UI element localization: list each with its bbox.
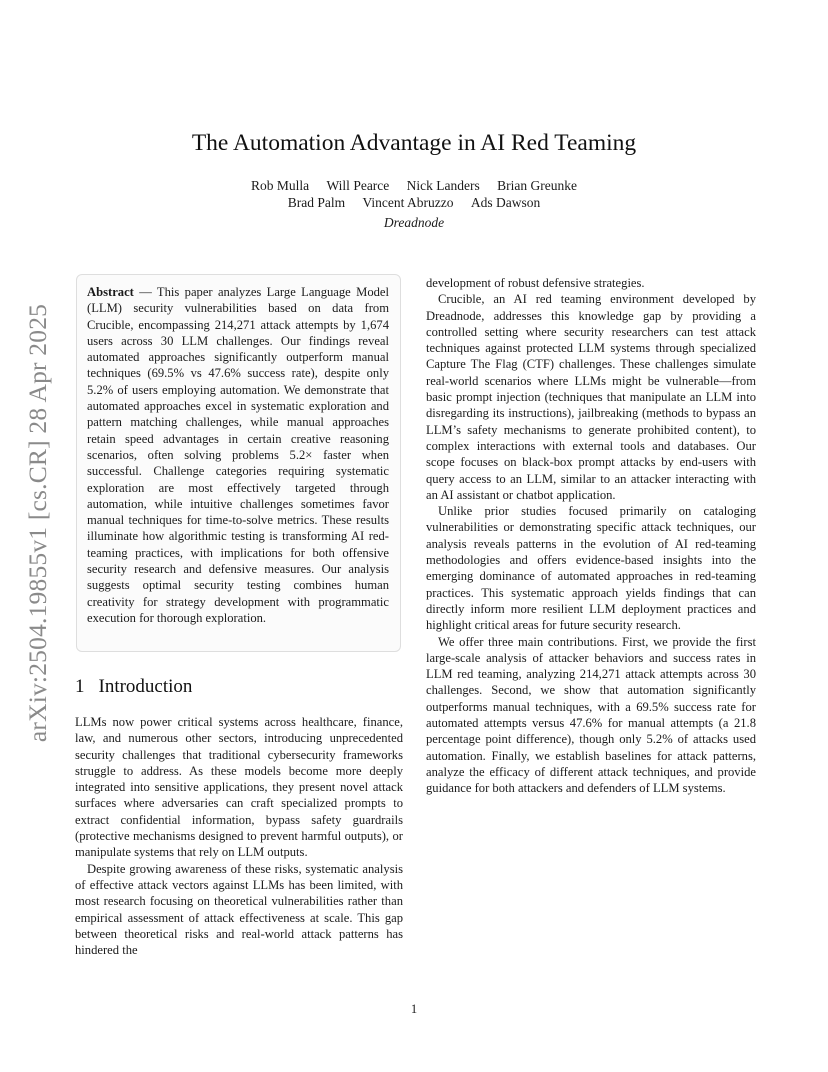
body-paragraph: Crucible, an AI red teaming environment developed by Dreadnode, addresses this knowledge gap by providing a controlled setting where security researchers can test attack techniques against protected LLM systems through specialized Capture The Flag (CTF) challenges. These challenges simulate real-world scenarios where LLMs might be vulnerable—from basic prompt injection (techniques that manipulate an LLM into disregarding its instructions), jailbreaking (methods to bypass an LLM’s safety mechanisms to generate prohibited content), to complex interactions with external tools and databases. Our scope focuses on black-box prompt attacks by end-users with query access to an LLM, similar to an attacker interacting with an AI assistant or chatbot application.	[426, 292, 756, 502]
author-list	[0, 178, 828, 211]
author-name: Rob Mulla	[250, 178, 310, 193]
section-title: Introduction	[98, 676, 193, 697]
section-heading	[75, 676, 192, 698]
author-name: Ads Dawson	[470, 194, 541, 210]
author-row-2	[0, 195, 828, 212]
body-paragraph: development of robust defensive strategies.	[426, 276, 645, 290]
author-name: Vincent Abruzzo	[362, 194, 454, 210]
body-paragraph: LLMs now power critical systems across healthcare, finance, law, and numerous other sectors, introducing unprecedented security challenges that traditional cybersecurity frameworks struggle to address. As these models become more deeply integrated into sensitive applications, they present novel attack surfaces where adversaries can craft specialized prompts to extract confidential information, bypass safety guardrails (protective mechanisms designed to prevent harmful outputs), or manipulate systems that rely on LLM outputs.	[75, 715, 403, 860]
author-name: Nick Landers	[406, 178, 480, 193]
abstract-box	[76, 274, 401, 652]
body-paragraph: We offer three main contributions. First, we provide the first large-scale analysis of attacker behaviors and success rates in LLM red teaming, analyzing 214,271 attack attempts across 30 challenges. Second, we show that automation significantly outperforms manual techniques, with a 69.5% success rate for automated attempts versus 47.6% for manual attempts (a 21.8 percentage point difference), though only 5.2% of attacks used automation. Finally, we establish baselines for attack patterns, analyze the efficacy of different attack techniques, and provide guidance for both attackers and defenders of LLM systems.	[426, 634, 756, 796]
page-number: 1	[410, 1002, 418, 1016]
abstract-label: Abstract	[87, 285, 134, 299]
section-number: 1	[75, 676, 85, 697]
arxiv-stamp-text: arXiv:2504.19855v1 [cs.CR] 28 Apr 2025	[23, 303, 52, 742]
author-name: Brad Palm	[287, 194, 346, 210]
arxiv-stamp	[22, 285, 54, 760]
paper-title: The Automation Advantage in AI Red Teaming	[191, 130, 637, 156]
author-name: Will Pearce	[326, 178, 390, 193]
affiliation: Dreadnode	[383, 215, 445, 230]
author-name: Brian Greunke	[497, 178, 578, 193]
body-paragraph: Unlike prior studies focused primarily on cataloging vulnerabilities or demonstrating specific attack techniques, our analysis reveals patterns in the evolution of AI red-teaming methodologies and offers evidence-based insights into the emerging dominance of automated approaches in red-teaming practices. This systematic approach yields findings that can directly inform more resilient LLM deployment practices and highlight critical areas for future security research.	[426, 504, 756, 633]
left-column-body	[75, 714, 403, 958]
body-paragraph: Despite growing awareness of these risks, systematic analysis of effective attack vectors against LLMs has been limited, with most research focusing on theoretical vulnerabilities rather than empirical assessment of attack effectiveness at scale. This gap between theoretical risks and real-world attack patterns has hindered the	[75, 861, 403, 958]
abstract-paragraph	[87, 284, 389, 626]
abstract-text: — This paper analyzes Large Language Model (LLM) security vulnerabilities based on data from Crucible, encompassing 214,271 attack attempts by 1,674 users across 30 LLM challenges. Our findings reveal automated approaches significantly outperform manual techniques (69.5% vs 47.6% success rate), despite only 5.2% of users employing automation. We demonstrate that automated approaches excel in systematic exploration and pattern matching challenges, while manual approaches retain speed advantages in certain creative reasoning scenarios, often solving problems 5.2× faster when successful. Challenge categories requiring systematic exploration are most effectively targeted through automation, while intuitive challenges sometimes favor manual techniques for time-to-solve metrics. These results illuminate how algorithmic testing is transforming AI red-teaming practices, with implications for both offensive security research and defensive measures. Our analysis suggests optimal security testing combines human creativity for strategy development with programmatic execution for thorough exploration.	[87, 285, 389, 625]
right-column-body	[426, 275, 756, 797]
author-row-1	[0, 178, 828, 195]
